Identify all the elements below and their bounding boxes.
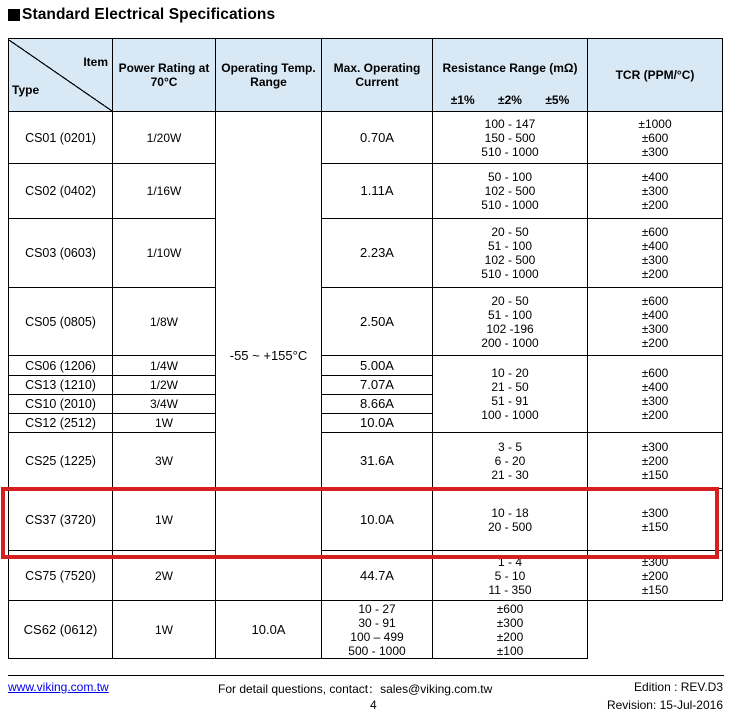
type-cell: CS02 (0402): [9, 164, 113, 219]
type-cell: CS01 (0201): [9, 112, 113, 164]
current-cell: 8.66A: [322, 395, 433, 414]
power-cell: 3/4W: [113, 395, 216, 414]
type-cell: CS25 (1225): [9, 433, 113, 489]
power-cell: 1W: [113, 414, 216, 433]
tcr-value: ±300: [641, 554, 669, 569]
tolerance-5: ±5%: [545, 92, 570, 107]
tcr-value: ±200: [641, 335, 669, 350]
resistance-cell: [433, 551, 588, 601]
current-cell: 10.0A: [322, 489, 433, 551]
resistance-value: 20 - 500: [487, 519, 533, 534]
resistance-value: 5 - 10: [494, 568, 526, 583]
type-cell: CS13 (1210): [9, 376, 113, 395]
resistance-value: 51 - 100: [487, 239, 533, 253]
tcr-value: ±200: [641, 408, 669, 422]
tcr-value: ±600: [641, 293, 669, 308]
current-cell: 5.00A: [322, 356, 433, 376]
resistance-cell: [433, 219, 588, 288]
type-cell: CS05 (0805): [9, 288, 113, 356]
resistance-value: 51 - 100: [487, 307, 533, 322]
resistance-value: 102 - 500: [484, 184, 536, 198]
type-cell: CS62 (0612): [9, 601, 113, 659]
tcr-value: ±400: [641, 380, 669, 394]
resistance-header: [433, 39, 588, 112]
resistance-value: 102 -196: [486, 321, 534, 336]
resistance-cell: [433, 489, 588, 551]
tcr-value: ±100: [496, 643, 524, 658]
table-row: [9, 112, 723, 164]
current-cell: 44.7A: [322, 551, 433, 601]
resistance-value: 500 - 1000: [348, 643, 406, 658]
current-cell: 0.70A: [322, 112, 433, 164]
tcr-value: ±600: [641, 130, 669, 145]
tcr-cell: [433, 601, 588, 659]
current-cell: 31.6A: [322, 433, 433, 489]
bullet-square-icon: [8, 9, 20, 21]
temp-header: Operating Temp. Range: [216, 39, 322, 112]
tcr-cell: [588, 219, 723, 288]
power-cell: 1/2W: [113, 376, 216, 395]
type-label: Type: [12, 82, 40, 97]
resistance-value: 150 - 500: [484, 130, 536, 145]
resistance-cell: [322, 601, 433, 659]
tcr-value: ±400: [641, 170, 669, 184]
revision-text: Revision: 15-Jul-2016: [606, 698, 723, 712]
tcr-cell: [588, 433, 723, 489]
resistance-value: 50 - 100: [487, 170, 533, 184]
resistance-value: 6 - 20: [494, 453, 526, 468]
resistance-value: 10 - 18: [491, 505, 529, 520]
tcr-value: ±300: [641, 394, 669, 408]
edition-text: Edition : REV.D3: [634, 680, 723, 694]
tcr-value: ±400: [641, 239, 669, 253]
tcr-value: ±300: [641, 321, 669, 336]
resistance-value: 3 - 5: [497, 439, 522, 454]
power-cell: 1W: [113, 489, 216, 551]
resistance-value: 100 - 147: [484, 116, 536, 131]
power-cell: 1W: [113, 601, 216, 659]
tcr-value: ±150: [641, 519, 669, 534]
table-row: [9, 433, 723, 489]
current-cell: 1.11A: [322, 164, 433, 219]
resistance-value: 510 - 1000: [481, 198, 539, 212]
resistance-value: 51 - 91: [491, 394, 529, 408]
tcr-cell: [588, 288, 723, 356]
page-title-text: Standard Electrical Specifications: [22, 6, 276, 23]
current-cell: 2.50A: [322, 288, 433, 356]
table-row: [9, 489, 723, 551]
tcr-value: ±600: [496, 601, 524, 616]
resistance-title: Resistance Range (mΩ): [442, 61, 578, 75]
type-cell: CS37 (3720): [9, 489, 113, 551]
table-row: [9, 551, 723, 601]
tcr-cell: [588, 356, 723, 433]
resistance-value: 30 - 91: [358, 615, 396, 630]
type-cell: CS12 (2512): [9, 414, 113, 433]
tcr-value: ±200: [641, 267, 669, 281]
resistance-value: 1 - 4: [497, 554, 522, 569]
tcr-value: ±300: [641, 184, 669, 198]
tcr-value: ±300: [641, 505, 669, 520]
tcr-cell: [588, 489, 723, 551]
type-cell: CS06 (1206): [9, 356, 113, 376]
power-cell: 1/10W: [113, 219, 216, 288]
resistance-value: 11 - 350: [488, 582, 532, 597]
tcr-value: ±150: [641, 467, 669, 482]
resistance-value: 510 - 1000: [481, 144, 539, 159]
table-row: [9, 219, 723, 288]
tcr-cell: [588, 112, 723, 164]
temp-range-cell: -55 ~ +155°C: [216, 112, 322, 601]
contact-text: For detail questions, contact：sales@viking.com.tw: [218, 682, 493, 696]
resistance-cell: [433, 112, 588, 164]
tcr-value: ±150: [641, 582, 669, 597]
tolerance-1: ±1%: [450, 92, 475, 107]
tcr-value: ±600: [641, 366, 669, 380]
tcr-value: ±1000: [638, 116, 672, 131]
current-cell: 2.23A: [322, 219, 433, 288]
tcr-value: ±300: [641, 439, 669, 454]
type-cell: CS10 (2010): [9, 395, 113, 414]
website-link[interactable]: www.viking.com.tw: [8, 680, 109, 694]
resistance-value: 102 - 500: [484, 253, 536, 267]
tcr-value: ±200: [641, 198, 669, 212]
tcr-value: ±300: [641, 253, 669, 267]
power-cell: 2W: [113, 551, 216, 601]
table-row: [9, 288, 723, 356]
table-row: [9, 601, 723, 659]
tcr-header: TCR (PPM/°C): [588, 39, 723, 112]
resistance-value: 21 - 30: [491, 467, 529, 482]
item-type-header: [9, 39, 113, 112]
page-title: [8, 6, 275, 24]
tcr-value: ±200: [641, 453, 669, 468]
power-header: Power Rating at 70°C: [113, 39, 216, 112]
tolerance-2: ±2%: [498, 92, 522, 107]
resistance-value: 100 - 1000: [481, 408, 539, 422]
current-header: Max. Operating Current: [322, 39, 433, 112]
current-cell: 10.0A: [216, 601, 322, 659]
tcr-cell: [588, 551, 723, 601]
resistance-value: 100 – 499: [350, 629, 404, 644]
resistance-cell: [433, 164, 588, 219]
table-row: [9, 356, 723, 376]
power-cell: 1/20W: [113, 112, 216, 164]
spec-table: [8, 38, 723, 659]
resistance-value: 20 - 50: [491, 293, 529, 308]
resistance-value: 10 - 27: [358, 601, 396, 616]
tcr-value: ±300: [641, 144, 669, 159]
resistance-value: 20 - 50: [491, 225, 529, 239]
type-cell: CS75 (7520): [9, 551, 113, 601]
power-cell: 1/4W: [113, 356, 216, 376]
item-label: Item: [83, 54, 108, 69]
table-row: [9, 164, 723, 219]
power-cell: 1/16W: [113, 164, 216, 219]
tcr-value: ±600: [641, 225, 669, 239]
resistance-cell: [433, 433, 588, 489]
power-cell: 3W: [113, 433, 216, 489]
resistance-cell: [433, 288, 588, 356]
power-cell: 1/8W: [113, 288, 216, 356]
footer-divider: [8, 675, 724, 676]
header-row: [9, 39, 723, 112]
type-cell: CS03 (0603): [9, 219, 113, 288]
tcr-value: ±400: [641, 307, 669, 322]
tcr-cell: [588, 164, 723, 219]
resistance-value: 510 - 1000: [481, 267, 539, 281]
resistance-value: 21 - 50: [491, 380, 529, 394]
tcr-value: ±200: [496, 629, 524, 644]
resistance-value: 10 - 20: [491, 366, 529, 380]
tcr-value: ±200: [641, 568, 669, 583]
resistance-cell: [433, 356, 588, 433]
current-cell: 10.0A: [322, 414, 433, 433]
current-cell: 7.07A: [322, 376, 433, 395]
tcr-value: ±300: [496, 615, 524, 630]
resistance-value: 200 - 1000: [481, 335, 539, 350]
page-number: 4: [370, 698, 377, 712]
